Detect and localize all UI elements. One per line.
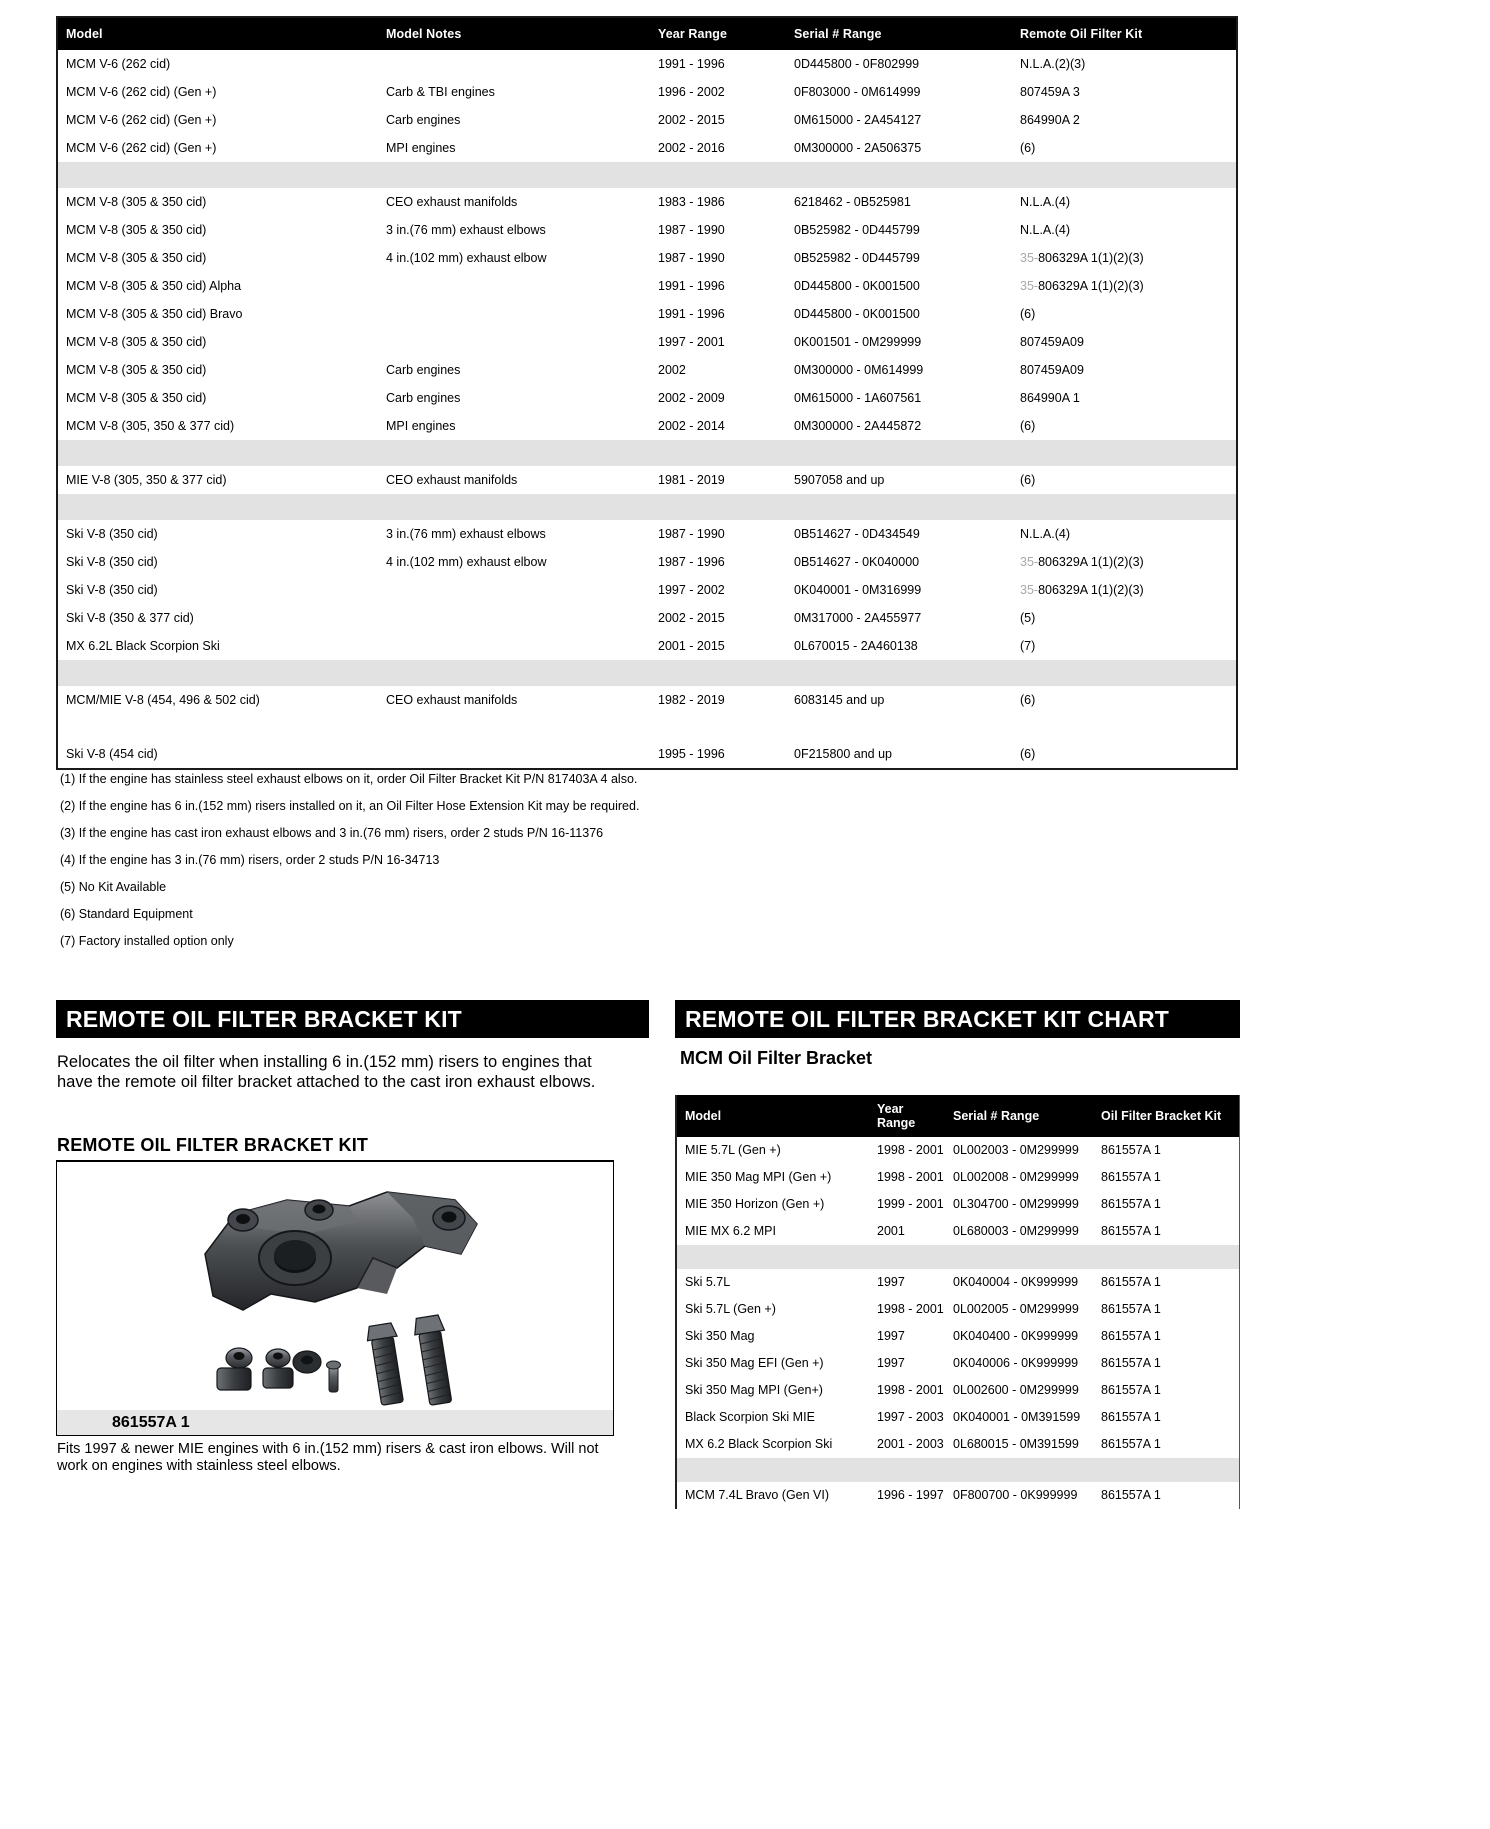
footnote-item: (2) If the engine has 6 in.(152 mm) risers installed on it, an Oil Filter Hose Extension Kit may be required. bbox=[60, 799, 640, 813]
table-row bbox=[677, 1377, 1239, 1404]
cell-bracket-kit: 861557A 1 bbox=[1101, 1329, 1161, 1343]
cell-remote-oil-filter-kit bbox=[1012, 384, 1236, 412]
cell-serial-range: 0L002003 - 0M299999 bbox=[953, 1143, 1079, 1157]
cell-serial-range: 0M615000 - 1A607561 bbox=[794, 391, 922, 405]
cell-remote-oil-filter-kit bbox=[1012, 632, 1236, 660]
cell-year-range: 1997 - 2001 bbox=[658, 335, 725, 349]
cell-bracket-kit: 861557A 1 bbox=[1101, 1383, 1161, 1397]
kit-number-value: (5) bbox=[1020, 611, 1036, 625]
bracket-kit-description: Relocates the oil filter when installing 6 in.(152 mm) risers to engines that have the remote oil filter bracket attached to the cast iron exhaust elbows. bbox=[57, 1053, 596, 1091]
table-row bbox=[677, 1350, 1239, 1377]
table-row bbox=[58, 328, 1236, 356]
right-column-header-year-range: Year Range bbox=[869, 1095, 945, 1137]
table-row bbox=[58, 50, 1236, 78]
cell-remote-oil-filter-kit bbox=[1012, 188, 1236, 216]
cell-model: MCM/MIE V-8 (454, 496 & 502 cid) bbox=[66, 693, 260, 707]
cell-serial-range: 0B525982 - 0D445799 bbox=[794, 223, 920, 237]
cell-remote-oil-filter-kit bbox=[1012, 520, 1236, 548]
cell-serial-range: 0B514627 - 0D434549 bbox=[794, 527, 920, 541]
cell-model-notes: CEO exhaust manifolds bbox=[386, 195, 518, 209]
cell-bracket-kit: 861557A 1 bbox=[1101, 1410, 1161, 1424]
cell-year-range: 1997 - 2002 bbox=[658, 583, 725, 597]
kit-number-value: (6) bbox=[1020, 693, 1036, 707]
cell-model-notes: CEO exhaust manifolds bbox=[386, 693, 518, 707]
bracket-kit-subheading: REMOTE OIL FILTER BRACKET KIT bbox=[57, 1135, 369, 1155]
cell-year-range: 2002 - 2015 bbox=[658, 113, 725, 127]
right-table-spacer-row bbox=[677, 1458, 1239, 1482]
table-row bbox=[58, 384, 1236, 412]
footnote-item: (5) No Kit Available bbox=[60, 880, 167, 894]
cell-model-notes: CEO exhaust manifolds bbox=[386, 473, 518, 487]
cell-model: MCM V-6 (262 cid) bbox=[66, 57, 171, 71]
cell-model: MCM V-8 (305 & 350 cid) bbox=[66, 251, 207, 265]
mcm-oil-filter-bracket-subtitle: MCM Oil Filter Bracket bbox=[680, 1048, 873, 1068]
fitment-note: Fits 1997 & newer MIE engines with 6 in.(152 mm) risers & cast iron elbows. Will not work on engines with stainless steel elbows. bbox=[57, 1441, 599, 1474]
cell-serial-range: 0F803000 - 0M614999 bbox=[794, 85, 921, 99]
cell-serial-range: 0L002005 - 0M299999 bbox=[953, 1302, 1079, 1316]
cell-model: Black Scorpion Ski MIE bbox=[685, 1410, 815, 1424]
table-spacer-row bbox=[58, 660, 1236, 686]
cell-model-notes: Carb & TBI engines bbox=[386, 85, 495, 99]
kit-number-value: (6) bbox=[1020, 473, 1036, 487]
cell-bracket-kit: 861557A 1 bbox=[1101, 1356, 1161, 1370]
cell-remote-oil-filter-kit bbox=[1012, 548, 1236, 576]
cell-serial-range: 0K040001 - 0M391599 bbox=[953, 1410, 1081, 1424]
cell-serial-range: 0D445800 - 0K001500 bbox=[794, 279, 920, 293]
cell-remote-oil-filter-kit bbox=[1012, 134, 1236, 162]
kit-number-value: (6) bbox=[1020, 419, 1036, 433]
table-row bbox=[677, 1137, 1239, 1164]
kit-number-value: 864990A 1 bbox=[1020, 391, 1080, 405]
column-header-model: Model bbox=[58, 18, 378, 50]
cell-model: MCM V-6 (262 cid) (Gen +) bbox=[66, 113, 217, 127]
column-header-model-notes: Model Notes bbox=[378, 18, 650, 50]
cell-model: Ski 350 Mag EFI (Gen +) bbox=[685, 1356, 824, 1370]
right-table-header-row bbox=[677, 1095, 1239, 1137]
cell-year-range: 1998 - 2001 bbox=[877, 1143, 944, 1157]
footnote-item: (3) If the engine has cast iron exhaust elbows and 3 in.(76 mm) risers, order 2 studs P/N 16-11376 bbox=[60, 826, 604, 840]
cell-remote-oil-filter-kit bbox=[1012, 244, 1236, 272]
cell-year-range: 1995 - 1996 bbox=[658, 747, 725, 761]
cell-serial-range: 0K040004 - 0K999999 bbox=[953, 1275, 1079, 1289]
cell-remote-oil-filter-kit bbox=[1012, 106, 1236, 134]
cell-year-range: 2002 - 2016 bbox=[658, 141, 725, 155]
cell-remote-oil-filter-kit bbox=[1012, 216, 1236, 244]
cell-year-range: 1991 - 1996 bbox=[658, 279, 725, 293]
right-column-header-bracket-kit: Oil Filter Bracket Kit bbox=[1093, 1095, 1239, 1137]
table-row bbox=[58, 216, 1236, 244]
table-body bbox=[58, 50, 1236, 768]
cell-model: Ski 5.7L bbox=[685, 1275, 731, 1289]
cell-serial-range: 0L680003 - 0M299999 bbox=[953, 1224, 1079, 1238]
cell-remote-oil-filter-kit bbox=[1012, 356, 1236, 384]
cell-model-notes bbox=[378, 632, 650, 660]
footnotes-list bbox=[60, 766, 1240, 955]
cell-year-range: 1981 - 2019 bbox=[658, 473, 725, 487]
cell-model-notes: Carb engines bbox=[386, 391, 461, 405]
right-column-header-model: Model bbox=[677, 1095, 869, 1137]
cell-model: Ski V-8 (454 cid) bbox=[66, 747, 158, 761]
cell-model-notes: 4 in.(102 mm) exhaust elbow bbox=[386, 251, 547, 265]
remote-oil-filter-kit-table bbox=[56, 16, 1238, 770]
table-row bbox=[58, 188, 1236, 216]
table-header-row bbox=[58, 18, 1236, 50]
cell-model-notes: MPI engines bbox=[386, 141, 456, 155]
table-row bbox=[58, 134, 1236, 162]
table-row bbox=[677, 1323, 1239, 1350]
kit-number-value: 864990A 2 bbox=[1020, 113, 1080, 127]
cell-remote-oil-filter-kit bbox=[1012, 466, 1236, 494]
cell-model-notes: Carb engines bbox=[386, 113, 461, 127]
table-row bbox=[677, 1269, 1239, 1296]
cell-remote-oil-filter-kit bbox=[1012, 328, 1236, 356]
cell-year-range: 2002 - 2009 bbox=[658, 391, 725, 405]
cell-model: MCM V-8 (305 & 350 cid) bbox=[66, 223, 207, 237]
footnote-item: (4) If the engine has 3 in.(76 mm) risers, order 2 studs P/N 16-34713 bbox=[60, 853, 440, 867]
cell-serial-range: 5907058 and up bbox=[794, 473, 885, 487]
cell-model: MIE 350 Mag MPI (Gen +) bbox=[685, 1170, 832, 1184]
kit-number-value: 806329A 1(1)(2)(3) bbox=[1038, 251, 1144, 265]
section-banner-bracket-kit bbox=[56, 1000, 649, 1038]
kit-number-prefix: 35- bbox=[1020, 279, 1039, 293]
kit-number-value: 806329A 1(1)(2)(3) bbox=[1038, 279, 1144, 293]
cell-serial-range: 6083145 and up bbox=[794, 693, 885, 707]
cell-year-range: 1998 - 2001 bbox=[877, 1302, 944, 1316]
table-row bbox=[58, 300, 1236, 328]
kit-number-value: 807459A09 bbox=[1020, 363, 1084, 377]
table-row bbox=[58, 466, 1236, 494]
cell-bracket-kit: 861557A 1 bbox=[1101, 1143, 1161, 1157]
kit-number-value: 806329A 1(1)(2)(3) bbox=[1038, 555, 1144, 569]
cell-model: Ski V-8 (350 & 377 cid) bbox=[66, 611, 194, 625]
kit-number-prefix: 35- bbox=[1020, 583, 1039, 597]
cell-serial-range: 6218462 - 0B525981 bbox=[794, 195, 911, 209]
cell-model-notes: 3 in.(76 mm) exhaust elbows bbox=[386, 527, 546, 541]
kit-number-value: (6) bbox=[1020, 307, 1036, 321]
column-header-serial-range: Serial # Range bbox=[786, 18, 1012, 50]
table-row bbox=[58, 106, 1236, 134]
cell-year-range: 1987 - 1990 bbox=[658, 251, 725, 265]
cell-model: MCM V-8 (305 & 350 cid) bbox=[66, 391, 207, 405]
cell-serial-range: 0K001501 - 0M299999 bbox=[794, 335, 922, 349]
cell-serial-range: 0B525982 - 0D445799 bbox=[794, 251, 920, 265]
cell-year-range: 1998 - 2001 bbox=[877, 1170, 944, 1184]
mcm-oil-filter-bracket-table bbox=[675, 1095, 1240, 1509]
cell-year-range: 1991 - 1996 bbox=[658, 307, 725, 321]
cell-model: MCM 7.4L Bravo (Gen VI) bbox=[685, 1488, 830, 1502]
table-row bbox=[677, 1296, 1239, 1323]
part-number-label bbox=[56, 1410, 614, 1436]
cell-model: MX 6.2L Black Scorpion Ski bbox=[66, 639, 220, 653]
cell-year-range: 1997 - 2003 bbox=[877, 1410, 944, 1424]
section-banner-bracket-kit-chart bbox=[675, 1000, 1240, 1038]
table-spacer-row bbox=[58, 162, 1236, 188]
cell-serial-range: 0F800700 - 0K999999 bbox=[953, 1488, 1078, 1502]
cell-bracket-kit: 861557A 1 bbox=[1101, 1224, 1161, 1238]
cell-serial-range: 0M317000 - 2A455977 bbox=[794, 611, 922, 625]
kit-number-value: N.L.A.(2)(3) bbox=[1020, 57, 1086, 71]
cell-serial-range: 0L670015 - 2A460138 bbox=[794, 639, 918, 653]
cell-model: MCM V-8 (305 & 350 cid) bbox=[66, 363, 207, 377]
cell-remote-oil-filter-kit bbox=[1012, 686, 1236, 714]
cell-model: MIE 5.7L (Gen +) bbox=[685, 1143, 781, 1157]
right-table-body bbox=[677, 1137, 1239, 1509]
cell-serial-range: 0L002008 - 0M299999 bbox=[953, 1170, 1079, 1184]
table-spacer-row bbox=[58, 714, 1236, 740]
cell-bracket-kit: 861557A 1 bbox=[1101, 1488, 1161, 1502]
cell-remote-oil-filter-kit bbox=[1012, 576, 1236, 604]
cell-model: MCM V-8 (305 & 350 cid) Alpha bbox=[66, 279, 242, 293]
cell-model-notes: 3 in.(76 mm) exhaust elbows bbox=[386, 223, 546, 237]
cell-serial-range: 0F215800 and up bbox=[794, 747, 893, 761]
table-row bbox=[58, 604, 1236, 632]
oil-filter-bracket-illustration bbox=[57, 1162, 613, 1410]
banner-right-title: REMOTE OIL FILTER BRACKET KIT CHART bbox=[685, 1005, 1170, 1032]
cell-model: MCM V-8 (305 & 350 cid) bbox=[66, 195, 207, 209]
cell-year-range: 1987 - 1990 bbox=[658, 223, 725, 237]
kit-number-value: N.L.A.(4) bbox=[1020, 195, 1071, 209]
cell-serial-range: 0K040006 - 0K999999 bbox=[953, 1356, 1079, 1370]
cell-remote-oil-filter-kit bbox=[1012, 50, 1236, 78]
cell-year-range: 2002 - 2014 bbox=[658, 419, 725, 433]
cell-serial-range: 0B514627 - 0K040000 bbox=[794, 555, 920, 569]
cell-year-range: 1999 - 2001 bbox=[877, 1197, 944, 1211]
table-row bbox=[58, 576, 1236, 604]
cell-model: Ski 5.7L (Gen +) bbox=[685, 1302, 776, 1316]
table-spacer-row bbox=[58, 494, 1236, 520]
cell-year-range: 1997 bbox=[877, 1275, 905, 1289]
cell-model-notes bbox=[378, 300, 650, 328]
cell-serial-range: 0D445800 - 0F802999 bbox=[794, 57, 920, 71]
cell-model-notes bbox=[378, 328, 650, 356]
cell-year-range: 1991 - 1996 bbox=[658, 57, 725, 71]
cell-bracket-kit: 861557A 1 bbox=[1101, 1197, 1161, 1211]
cell-model: MCM V-8 (305 & 350 cid) Bravo bbox=[66, 307, 243, 321]
table-row bbox=[677, 1482, 1239, 1509]
cell-remote-oil-filter-kit bbox=[1012, 78, 1236, 106]
cell-model: MCM V-8 (305 & 350 cid) bbox=[66, 335, 207, 349]
cell-serial-range: 0L680015 - 0M391599 bbox=[953, 1437, 1079, 1451]
table-row bbox=[58, 548, 1236, 576]
cell-model-notes bbox=[378, 50, 650, 78]
cell-bracket-kit: 861557A 1 bbox=[1101, 1437, 1161, 1451]
table-row bbox=[58, 412, 1236, 440]
bracket-kit-photo bbox=[56, 1160, 614, 1410]
column-header-remote-oil-filter-kit: Remote Oil Filter Kit bbox=[1012, 18, 1236, 50]
cell-model: MCM V-6 (262 cid) (Gen +) bbox=[66, 85, 217, 99]
cell-year-range: 1987 - 1996 bbox=[658, 555, 725, 569]
cell-serial-range: 0D445800 - 0K001500 bbox=[794, 307, 920, 321]
cell-model-notes: MPI engines bbox=[386, 419, 456, 433]
cell-model-notes: Carb engines bbox=[386, 363, 461, 377]
table-row bbox=[58, 244, 1236, 272]
cell-year-range: 2001 bbox=[877, 1224, 905, 1238]
cell-model: Ski 350 Mag bbox=[685, 1329, 755, 1343]
table-row bbox=[58, 520, 1236, 548]
column-header-year-range: Year Range bbox=[650, 18, 786, 50]
cell-serial-range: 0K040001 - 0M316999 bbox=[794, 583, 922, 597]
cell-model-notes bbox=[378, 576, 650, 604]
cell-serial-range: 0M615000 - 2A454127 bbox=[794, 113, 922, 127]
cell-serial-range: 0K040400 - 0K999999 bbox=[953, 1329, 1079, 1343]
kit-number-value: 806329A 1(1)(2)(3) bbox=[1038, 583, 1144, 597]
part-number-value: 861557A 1 bbox=[112, 1413, 190, 1431]
cell-bracket-kit: 861557A 1 bbox=[1101, 1275, 1161, 1289]
cell-model: Ski 350 Mag MPI (Gen+) bbox=[685, 1383, 823, 1397]
cell-year-range: 1997 bbox=[877, 1356, 905, 1370]
cell-model-notes: 4 in.(102 mm) exhaust elbow bbox=[386, 555, 547, 569]
cell-model: MX 6.2 Black Scorpion Ski bbox=[685, 1437, 833, 1451]
table-row bbox=[58, 356, 1236, 384]
table-spacer-row bbox=[58, 440, 1236, 466]
cell-bracket-kit: 861557A 1 bbox=[1101, 1170, 1161, 1184]
cell-year-range: 2001 - 2015 bbox=[658, 639, 725, 653]
cell-year-range: 1983 - 1986 bbox=[658, 195, 725, 209]
table-row bbox=[677, 1404, 1239, 1431]
cell-year-range: 1998 - 2001 bbox=[877, 1383, 944, 1397]
cell-model: Ski V-8 (350 cid) bbox=[66, 527, 158, 541]
cell-bracket-kit: 861557A 1 bbox=[1101, 1302, 1161, 1316]
banner-left-title: REMOTE OIL FILTER BRACKET KIT bbox=[66, 1005, 462, 1032]
cell-year-range: 1987 - 1990 bbox=[658, 527, 725, 541]
cell-model: MCM V-8 (305, 350 & 377 cid) bbox=[66, 419, 235, 433]
footnote-item: (1) If the engine has stainless steel exhaust elbows on it, order Oil Filter Bracket Kit P/N 817403A 4 also. bbox=[60, 772, 638, 786]
cell-model-notes bbox=[378, 604, 650, 632]
kit-number-prefix: 35- bbox=[1020, 555, 1039, 569]
cell-year-range: 1982 - 2019 bbox=[658, 693, 725, 707]
cell-serial-range: 0M300000 - 2A445872 bbox=[794, 419, 922, 433]
footnote-item: (7) Factory installed option only bbox=[60, 934, 234, 948]
cell-year-range: 1997 bbox=[877, 1329, 905, 1343]
table-row bbox=[58, 78, 1236, 106]
cell-year-range: 1996 - 2002 bbox=[658, 85, 725, 99]
cell-model: Ski V-8 (350 cid) bbox=[66, 583, 158, 597]
cell-remote-oil-filter-kit bbox=[1012, 412, 1236, 440]
cell-remote-oil-filter-kit bbox=[1012, 300, 1236, 328]
table-row bbox=[677, 1191, 1239, 1218]
cell-year-range: 2001 - 2003 bbox=[877, 1437, 944, 1451]
cell-model-notes bbox=[378, 272, 650, 300]
cell-remote-oil-filter-kit bbox=[1012, 604, 1236, 632]
table-row bbox=[58, 740, 1236, 768]
kit-number-value: (6) bbox=[1020, 141, 1036, 155]
right-table-spacer-row bbox=[677, 1245, 1239, 1269]
kit-number-value: 807459A09 bbox=[1020, 335, 1084, 349]
cell-model: MIE MX 6.2 MPI bbox=[685, 1224, 776, 1238]
cell-year-range: 2002 - 2015 bbox=[658, 611, 725, 625]
kit-number-prefix: 35- bbox=[1020, 251, 1039, 265]
table-row bbox=[677, 1164, 1239, 1191]
cell-model: MIE V-8 (305, 350 & 377 cid) bbox=[66, 473, 227, 487]
kit-number-value: (6) bbox=[1020, 747, 1036, 761]
cell-model: MIE 350 Horizon (Gen +) bbox=[685, 1197, 825, 1211]
right-column-header-serial-range: Serial # Range bbox=[945, 1095, 1093, 1137]
table-row bbox=[58, 632, 1236, 660]
kit-number-value: N.L.A.(4) bbox=[1020, 223, 1071, 237]
footnote-item: (6) Standard Equipment bbox=[60, 907, 193, 921]
cell-year-range: 1996 - 1997 bbox=[877, 1488, 944, 1502]
cell-serial-range: 0M300000 - 0M614999 bbox=[794, 363, 924, 377]
cell-serial-range: 0L304700 - 0M299999 bbox=[953, 1197, 1079, 1211]
cell-model: MCM V-6 (262 cid) (Gen +) bbox=[66, 141, 217, 155]
table-row bbox=[58, 686, 1236, 714]
cell-serial-range: 0M300000 - 2A506375 bbox=[794, 141, 922, 155]
cell-model: Ski V-8 (350 cid) bbox=[66, 555, 158, 569]
kit-number-value: N.L.A.(4) bbox=[1020, 527, 1071, 541]
cell-serial-range: 0L002600 - 0M299999 bbox=[953, 1383, 1079, 1397]
table-row bbox=[58, 272, 1236, 300]
cell-remote-oil-filter-kit bbox=[1012, 272, 1236, 300]
kit-number-value: 807459A 3 bbox=[1020, 85, 1080, 99]
kit-number-value: (7) bbox=[1020, 639, 1036, 653]
cell-model-notes bbox=[378, 740, 650, 768]
cell-remote-oil-filter-kit bbox=[1012, 740, 1236, 768]
table-row bbox=[677, 1431, 1239, 1458]
cell-year-range: 2002 bbox=[658, 363, 686, 377]
table-row bbox=[677, 1218, 1239, 1245]
